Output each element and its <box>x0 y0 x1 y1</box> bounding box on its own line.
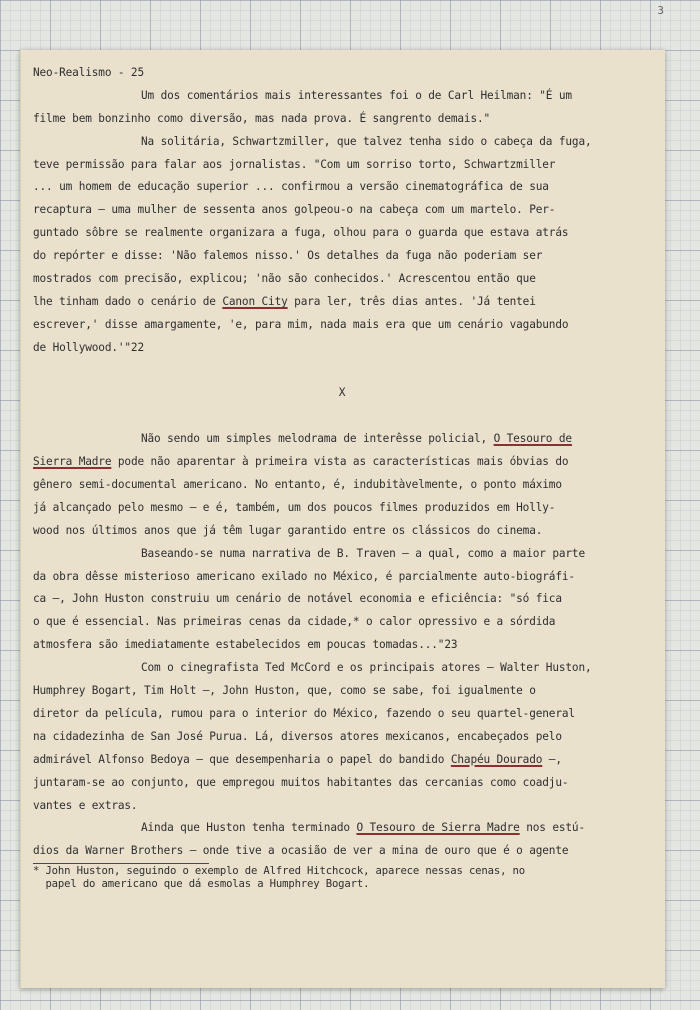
body-text <box>33 85 651 863</box>
text-line: da obra dêsse misterioso americano exilado no México, é parcialmente auto-biográfi- <box>33 569 575 583</box>
text-line: guntado sôbre se realmente organizara a fuga, olhou para o guarda que estava atrás <box>33 226 569 240</box>
underlined-title: O Tesouro de <box>493 432 572 446</box>
text-line: mostrados com precisão, explicou; 'não são conhecidos.' Acrescentou então que <box>33 272 536 286</box>
page-header: Neo-Realismo - 25 <box>33 66 144 79</box>
text-line <box>33 749 651 772</box>
text-line: juntaram-se ao conjunto, que empregou muitos habitantes das cercanias como coadju- <box>33 775 569 789</box>
corner-page-mark: 3 <box>657 4 664 17</box>
footnote-line: * John Huston, seguindo o exemplo de Alfred Hitchcock, aparece nessas cenas, no <box>33 865 526 878</box>
text-segment: para ler, três dias antes. 'Já tentei <box>287 294 536 308</box>
text-segment: nos estú- <box>519 821 585 835</box>
text-line: atmosfera são imediatamente estabelecidos em poucas tomadas..."23 <box>33 638 458 652</box>
text-line: escrever,' disse amargamente, 'e, para mim, nada mais era que um cenário vagabundo <box>33 317 569 331</box>
text-line: Na solitária, Schwartzmiller, que talvez tenha sido o cabeça da fuga, <box>141 134 592 148</box>
text-line: Com o cinegrafista Ted McCord e os principais atores — Walter Huston, <box>141 661 592 675</box>
blank-line <box>33 360 651 383</box>
text-line: o que é essencial. Nas primeiras cenas da cidade,* o calor opressivo e a sórdida <box>33 615 556 629</box>
text-line: Um dos comentários mais interessantes foi o de Carl Heilman: "É um <box>141 88 572 102</box>
underlined-title: O Tesouro de Sierra Madre <box>356 821 520 835</box>
underlined-title: Sierra Madre <box>33 455 112 469</box>
text-segment: lhe tinham dado o cenário de <box>33 294 223 308</box>
text-line: ... um homem de educação superior ... confirmou a versão cinematográfica de sua <box>33 180 549 194</box>
text-line <box>33 451 651 474</box>
underlined-title: Chapéu Dourado <box>450 752 543 766</box>
footnote-rule <box>33 863 209 864</box>
underlined-title: Canon City <box>222 294 288 308</box>
text-segment: pode não aparentar à primeira vista as características mais óbvias do <box>111 455 569 469</box>
text-line: na cidadezinha de San José Purua. Lá, diversos atores mexicanos, encabeçados pelo <box>33 729 562 743</box>
text-line: diretor da película, rumou para o interior do México, fazendo o seu quartel-general <box>33 706 575 720</box>
text-line: gênero semi-documental americano. No entanto, é, indubitàvelmente, o ponto máximo <box>33 478 562 492</box>
text-line: filme bem bonzinho como diversão, mas nada prova. É sangrento demais." <box>33 111 491 125</box>
text-segment: admirável Alfonso Bedoya — que desempenharia o papel do bandido <box>33 752 451 766</box>
text-line <box>33 428 651 451</box>
section-number: X <box>338 386 346 400</box>
text-line: do repórter e disse: 'Não falemos nisso.' Os detalhes da fuga não poderiam ser <box>33 249 543 263</box>
typed-text-block <box>33 62 651 891</box>
text-segment: Não sendo um simples melodrama de interêsse policial, <box>141 432 494 446</box>
footnote <box>33 865 651 891</box>
text-line: vantes e extras. <box>33 798 138 812</box>
text-segment: —, <box>542 752 562 766</box>
text-line: wood nos últimos anos que já têm lugar garantido entre os clássicos do cinema. <box>33 523 543 537</box>
text-line <box>33 291 651 314</box>
text-line: Baseando-se numa narrativa de B. Traven — a qual, como a maior parte <box>141 546 585 560</box>
text-line: Humphrey Bogart, Tim Holt —, John Huston, que, como se sabe, foi igualmente o <box>33 684 536 698</box>
text-line: recaptura — uma mulher de sessenta anos golpeou-o na cabeça com um martelo. Per- <box>33 203 556 217</box>
text-line: teve permissão para falar aos jornalistas. "Com um sorriso torto, Schwartzmiller <box>33 157 556 171</box>
text-segment: Ainda que Huston tenha terminado <box>141 821 357 835</box>
text-line: ca —, John Huston construiu um cenário de notável economia e eficiência: "só fica <box>33 592 562 606</box>
text-line: já alcançado pelo mesmo — e é, também, um dos poucos filmes produzidos em Holly- <box>33 500 556 514</box>
blank-line <box>33 405 651 428</box>
text-line: dios da Warner Brothers — onde tive a ocasião de ver a mina de ouro que é o agente <box>33 844 569 858</box>
text-line <box>33 817 651 840</box>
text-line: de Hollywood.'"22 <box>33 340 144 354</box>
typed-page <box>20 50 665 988</box>
footnote-line: papel do americano que dá esmolas a Humphrey Bogart. <box>33 878 370 891</box>
